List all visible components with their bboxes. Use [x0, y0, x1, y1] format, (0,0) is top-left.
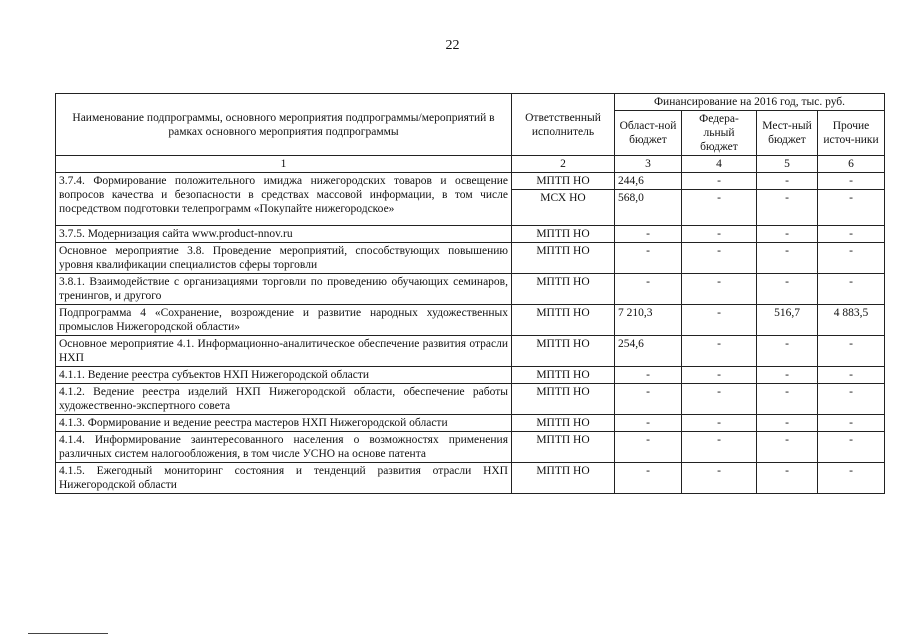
- row-regional: -: [615, 243, 682, 274]
- row-regional: -: [615, 367, 682, 384]
- header-federal-budget: Федера-льный бюджет: [682, 111, 757, 156]
- row-name: 4.1.4. Информирование заинтересованного населения о возможностях применения различных систем налогообложения, в том числе УСНО на основе патента: [56, 432, 512, 463]
- row-other: -: [818, 190, 885, 226]
- row-local: -: [757, 432, 818, 463]
- row-name: 3.8.1. Взаимодействие с организациями торговли по проведению обучающих семинаров, тренингов, и другого: [56, 274, 512, 305]
- column-number: 5: [757, 156, 818, 173]
- header-regional-budget: Област-ной бюджет: [615, 111, 682, 156]
- row-local: -: [757, 384, 818, 415]
- table-row: [56, 336, 885, 367]
- row-name: 4.1.5. Ежегодный мониторинг состояния и тенденций развития отрасли НХП Нижегородской области: [56, 463, 512, 494]
- row-name: Основное мероприятие 3.8. Проведение мероприятий, способствующих повышению уровня квалификации специалистов сферы торговли: [56, 243, 512, 274]
- row-other: -: [818, 367, 885, 384]
- row-executor: МПТП НО: [512, 432, 615, 463]
- row-regional: 7 210,3: [615, 305, 682, 336]
- row-federal: -: [682, 274, 757, 305]
- row-executor: МПТП НО: [512, 243, 615, 274]
- header-name: Наименование подпрограммы, основного мероприятия подпрограммы/мероприятий в рамках основного мероприятия подпрограммы: [56, 94, 512, 156]
- row-local: -: [757, 274, 818, 305]
- header-local-budget: Мест-ный бюджет: [757, 111, 818, 156]
- table-row: [56, 463, 885, 494]
- row-other: -: [818, 243, 885, 274]
- row-name: 3.7.5. Модернизация сайта www.product-nnov.ru: [56, 226, 512, 243]
- row-regional: -: [615, 415, 682, 432]
- table-row: [56, 384, 885, 415]
- row-federal: -: [682, 415, 757, 432]
- table-row: [56, 274, 885, 305]
- row-regional: -: [615, 274, 682, 305]
- row-regional: 244,6: [615, 173, 682, 190]
- row-name: Основное мероприятие 4.1. Информационно-аналитическое обеспечение развития отрасли НХП: [56, 336, 512, 367]
- row-other: -: [818, 415, 885, 432]
- table-row: [56, 305, 885, 336]
- row-regional: 568,0: [615, 190, 682, 226]
- row-executor: МСХ НО: [512, 190, 615, 226]
- header-other-sources: Прочие источ-ники: [818, 111, 885, 156]
- table-row: [56, 226, 885, 243]
- row-executor: МПТП НО: [512, 367, 615, 384]
- row-regional: -: [615, 432, 682, 463]
- row-federal: -: [682, 384, 757, 415]
- row-name: 4.1.1. Ведение реестра субъектов НХП Нижегородской области: [56, 367, 512, 384]
- row-federal: -: [682, 432, 757, 463]
- row-executor: МПТП НО: [512, 463, 615, 494]
- row-federal: -: [682, 173, 757, 190]
- row-executor: МПТП НО: [512, 274, 615, 305]
- row-other: -: [818, 432, 885, 463]
- page-number: 22: [445, 38, 460, 53]
- row-local: 516,7: [757, 305, 818, 336]
- column-number: 2: [512, 156, 615, 173]
- row-executor: МПТП НО: [512, 384, 615, 415]
- row-executor: МПТП НО: [512, 336, 615, 367]
- row-other: -: [818, 336, 885, 367]
- row-other: 4 883,5: [818, 305, 885, 336]
- row-name: 4.1.2. Ведение реестра изделий НХП Нижегородской области, обеспечение работы художественно-экспертного совета: [56, 384, 512, 415]
- row-regional: 254,6: [615, 336, 682, 367]
- header-executor: Ответственный исполнитель: [512, 94, 615, 156]
- table-row: [56, 415, 885, 432]
- row-other: -: [818, 226, 885, 243]
- row-name: 3.7.4. Формирование положительного имиджа нижегородских товаров и освещение вопросов качества и безопасности в средствах массовой информации, в том числе посредством подготовки телепрограмм «Покупайте нижегородское»: [56, 173, 512, 226]
- table-row: [56, 367, 885, 384]
- row-federal: -: [682, 226, 757, 243]
- row-federal: -: [682, 243, 757, 274]
- row-local: -: [757, 463, 818, 494]
- row-name: 4.1.3. Формирование и ведение реестра мастеров НХП Нижегородской области: [56, 415, 512, 432]
- row-local: -: [757, 243, 818, 274]
- row-regional: -: [615, 384, 682, 415]
- row-federal: -: [682, 463, 757, 494]
- row-federal: -: [682, 367, 757, 384]
- row-name: Подпрограмма 4 «Сохранение, возрождение и развитие народных художественных промыслов Нижегородской области»: [56, 305, 512, 336]
- row-local: -: [757, 367, 818, 384]
- column-number: 3: [615, 156, 682, 173]
- row-executor: МПТП НО: [512, 226, 615, 243]
- row-federal: -: [682, 305, 757, 336]
- row-federal: -: [682, 336, 757, 367]
- row-executor: МПТП НО: [512, 173, 615, 190]
- row-other: -: [818, 274, 885, 305]
- row-federal: -: [682, 190, 757, 226]
- row-executor: МПТП НО: [512, 305, 615, 336]
- row-other: -: [818, 173, 885, 190]
- row-local: -: [757, 190, 818, 226]
- row-other: -: [818, 384, 885, 415]
- row-local: -: [757, 226, 818, 243]
- table-row: [56, 432, 885, 463]
- row-executor: МПТП НО: [512, 415, 615, 432]
- row-local: -: [757, 173, 818, 190]
- header-financing: Финансирование на 2016 год, тыс. руб.: [615, 94, 885, 111]
- column-number: 1: [56, 156, 512, 173]
- row-local: -: [757, 336, 818, 367]
- column-number: 4: [682, 156, 757, 173]
- page-edge-line: [28, 633, 108, 634]
- row-regional: -: [615, 226, 682, 243]
- table-row: [56, 173, 885, 190]
- table-row: [56, 243, 885, 274]
- row-other: -: [818, 463, 885, 494]
- financing-table: [55, 93, 885, 494]
- column-number: 6: [818, 156, 885, 173]
- row-local: -: [757, 415, 818, 432]
- row-regional: -: [615, 463, 682, 494]
